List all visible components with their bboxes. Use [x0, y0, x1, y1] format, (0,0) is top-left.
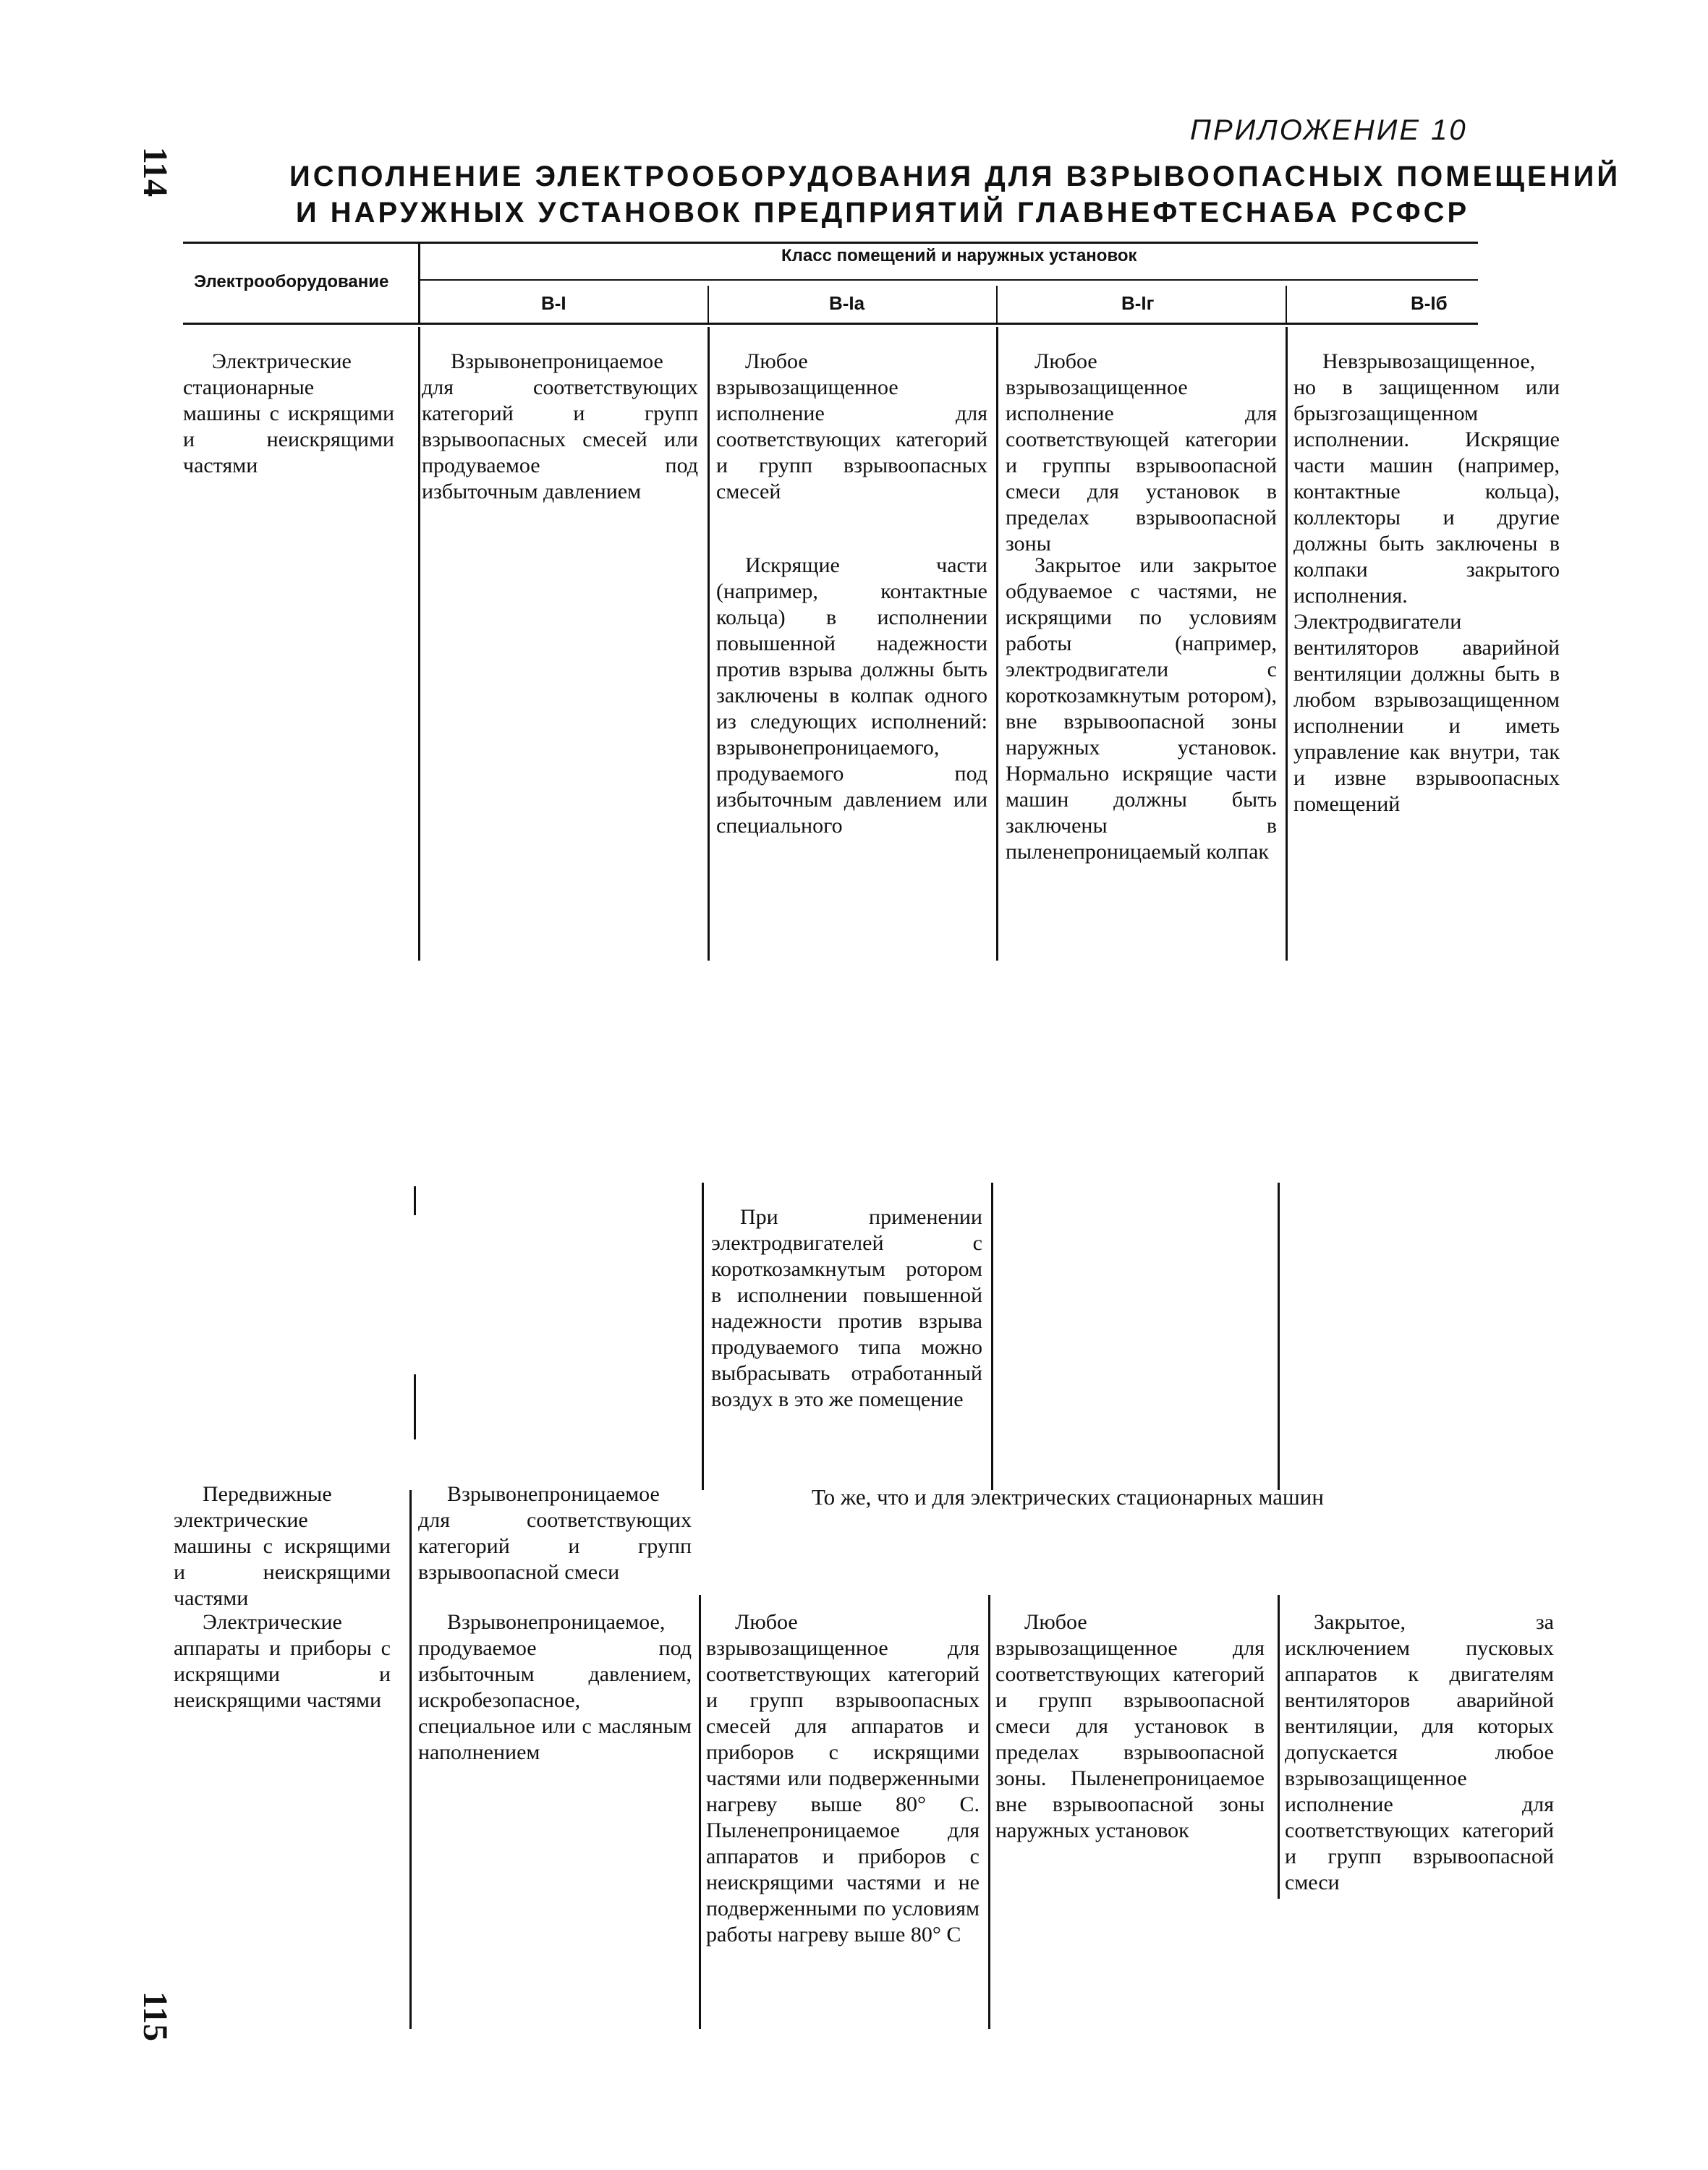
row1-label: Электрические стационарные машины с искрящими и неискрящими частями	[183, 349, 394, 477]
row3-b1b: Закрытое, за исключением пусковых аппаратов к двигателям вентиляторов аварийной вентиляции, для которых допускается любое взрывозащищенное исполнение для соответствующих категорий и групп взрывоопасной смеси	[1285, 1610, 1554, 1894]
col-divider-4-upper	[1286, 327, 1288, 961]
row1-b1a-sparking-parts: Искрящие части (например, контактные кольца) в исполнении повышенной надежности против взрыва должны быть заключены в колпак одного из следующих исполнений: взрывонепроницаемого, продуваемого под избыточным давлением или специального	[716, 553, 987, 838]
title-line-2: И НАРУЖНЫХ УСТАНОВОК ПРЕДПРИЯТИЙ ГЛАВНЕФТЕСНАБА РСФСР	[295, 197, 1470, 229]
header-col-b1b: В-Iб	[1411, 292, 1448, 314]
col-divider-4-lower-a	[1278, 1183, 1280, 1490]
header-equipment: Электрооборудование	[194, 272, 389, 292]
col-divider-1-lower-a	[414, 1186, 416, 1215]
row1-b1g: Любое взрывозащищенное исполнение для соответствующей категории и группы взрывоопасной смеси для установок в пределах взрывоопасной зоны	[1006, 349, 1277, 556]
col-divider-2-upper	[708, 327, 710, 961]
title-line-1: ИСПОЛНЕНИЕ ЭЛЕКТРООБОРУДОВАНИЯ ДЛЯ ВЗРЫВООПАСНЫХ ПОМЕЩЕНИЙ	[289, 161, 1621, 192]
row3-b1: Взрывонепроницаемое, продуваемое под избыточным давлением, искробезопасное, специальное или с масляным наполнением	[418, 1610, 692, 1764]
row1-b1b: Невзрывозащищенное, но в защищенном или брызгозащищенном исполнении. Искрящие части машин (например, контактные кольца), коллекторы и другие должны быть заключены в колпаки закрытого исполнения. Электродвигатели вентиляторов аварийной вентиляции должны быть в любом взрывозащищенном исполнении и иметь управление как внутри, так и извне взрывоопасных помещений	[1293, 349, 1560, 816]
header-class-group: Класс помещений и наружных установок	[781, 246, 1137, 265]
row1-b1g-outside-zone: Закрытое или закрытое обдуваемое с частями, не искрящими по условиям работы (например, электродвигатели с короткозамкнутым ротором), вне взрывоопасной зоны наружных установок. Нормально искрящие части машин должны быть заключены в пыленепроницаемый колпак	[1006, 553, 1277, 864]
row2-label: Передвижные электрические машины с искрящими и неискрящими частями	[174, 1482, 391, 1610]
header-col-b1: В-I	[541, 292, 566, 314]
header-mid-rule	[420, 279, 1478, 281]
row2-b1: Взрывонепроницаемое для соответствующих категорий и групп взрывоопасной смеси	[418, 1482, 692, 1584]
col-divider-equipment-header	[418, 242, 420, 323]
col-divider-1-upper	[418, 327, 420, 961]
col-divider-3-lower-a	[991, 1183, 993, 1490]
appendix-label: ПРИЛОЖЕНИЕ 10	[1190, 114, 1468, 146]
page-number-bottom: 115	[136, 1991, 175, 2042]
col-divider-2-lower-a	[702, 1183, 704, 1490]
row1-b1: Взрывонепроницаемое для соответствующих категорий и групп взрывоопасных смесей или продуваемое под избыточным давлением	[422, 349, 698, 503]
col-divider-3-lower-b	[988, 1595, 990, 2029]
table-top-rule	[183, 242, 1478, 244]
row3-b1g: Любое взрывозащищенное для соответствующих категорий и групп взрывоопасной смеси для установок в пределах взрывоопасной зоны. Пыленепроницаемое вне взрывоопасной зоны наружных установок	[995, 1610, 1265, 1842]
col-divider-1-lower-c	[409, 1490, 412, 2029]
col-divider-4-lower-b	[1278, 1595, 1280, 1899]
col-divider-b1g-header	[1286, 286, 1287, 323]
row2-same-as-note: То же, что и для электрических стационарных машин	[812, 1484, 1324, 1510]
row1-b1a: Любое взрывозащищенное исполнение для соответствующих категорий и групп взрывоопасных смесей	[716, 349, 987, 503]
col-divider-2-lower-b	[699, 1595, 701, 2029]
col-divider-b1-header	[708, 286, 709, 323]
row1-b1a-continuation: При применении электродвигателей с короткозамкнутым ротором в исполнении повышенной надежности против взрыва продуваемого типа можно выбрасывать отработанный воздух в это же помещение	[711, 1205, 982, 1411]
col-divider-b1a-header	[996, 286, 998, 323]
page-number-top: 114	[136, 146, 175, 197]
header-col-b1a: В-Ia	[829, 292, 865, 314]
row3-label: Электрические аппараты и приборы с искрящими и неискрящими частями	[174, 1610, 391, 1712]
header-col-b1g: В-Iг	[1121, 292, 1155, 314]
col-divider-1-lower-b	[414, 1374, 416, 1439]
row3-b1a: Любое взрывозащищенное для соответствующих категорий и групп взрывоопасных смесей для аппаратов и приборов с искрящими частями или подверженными нагреву выше 80° С. Пыленепроницаемое для аппаратов и приборов с неискрящими частями и не подверженными по условиям работы нагреву выше 80° С	[706, 1610, 980, 1946]
header-bottom-rule	[183, 323, 1478, 325]
col-divider-3-upper	[996, 327, 998, 961]
